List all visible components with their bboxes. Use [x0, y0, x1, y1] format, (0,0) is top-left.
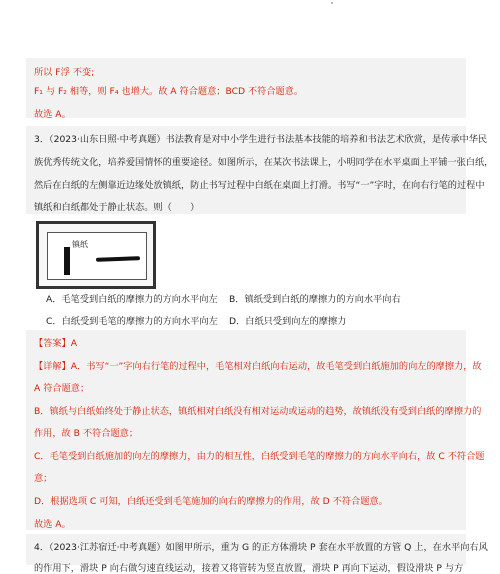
brush-stroke-icon [96, 256, 140, 262]
answer-label: 【答案】A [34, 338, 78, 349]
paperweight-label: 镇纸 [72, 240, 88, 249]
detail-line-4: 作用，故 B 不符合题意； [34, 428, 139, 439]
detail-line-2: A 符合题意； [34, 383, 90, 394]
q3-line-3: 然后在白纸的左侧靠近边缘处放镇纸，防止书写过程中白纸在桌面上打滑。书写“一”字时，在向右行笔的过程中 [34, 180, 485, 191]
detail-line-6: 意； [34, 473, 53, 484]
q4-line-1: 4．（2023·江苏宿迁·中考真题）如图甲所示，重为 G 的正方体滑块 P 套在水平放置的方管 Q 上，在水平向右风 [34, 542, 488, 553]
q3-line-1: 3．（2023·山东日照·中考真题）书法教育是对中小学生进行书法基本技能的培养和书法艺术欣赏，是传承中华民 [34, 134, 488, 145]
q4-line-2: 的作用下，滑块 P 向右做匀速直线运动，接着又将管转为竖直放置，滑块 P 再向下运动，假设滑块 P 与方 [34, 563, 464, 574]
detail-line-7: D．根据选项 C 可知，白纸还受到毛笔施加的向右的摩擦力的作用，故 D 不符合题意。 [34, 496, 388, 507]
option-c: C．白纸受到毛笔的摩擦力的方向水平向左 [46, 316, 218, 327]
calligraphy-figure [36, 221, 156, 289]
prev-answer-line-1: 所以 F浮 不变; [34, 67, 95, 78]
paper-area [47, 232, 147, 280]
scan-dot [331, 2, 333, 4]
q3-line-4: 镇纸和白纸都处于静止状态。则（ ） [34, 202, 200, 213]
option-b: B．镇纸受到白纸的摩擦力的方向水平向右 [229, 294, 401, 305]
paperweight-icon [64, 247, 70, 275]
detail-line-3: B．镇纸与白纸始终处于静止状态，镇纸相对白纸没有相对运动或运动的趋势，故镇纸没有受到白纸的摩擦力的 [34, 406, 482, 417]
option-a: A．毛笔受到白纸的摩擦力的方向水平向左 [46, 294, 218, 305]
q3-line-2: 族优秀传统文化，培养爱国情怀的重要途径。如图所示，在某次书法课上，小明同学在水平桌面上平铺一张白纸， [34, 157, 494, 168]
detail-line-8: 故选 A。 [34, 519, 71, 530]
detail-line-1: 【详解】A．书写“一”字向右行笔的过程中，毛笔相对白纸向右运动，故毛笔受到白纸施加的向左的摩擦力，故 [34, 361, 482, 372]
detail-line-5: C．毛笔受到白纸施加的向左的摩擦力，由力的相互性，白纸受到毛笔的摩擦力的方向水平向右，故 C 不符合题 [34, 451, 485, 462]
prev-answer-line-3: 故选 A。 [34, 109, 71, 120]
prev-answer-line-2: F₁ 与 F₂ 相等，则 F₄ 也增大。故 A 符合题意；BCD 不符合题意。 [34, 86, 304, 97]
option-d: D．白纸只受到向左的摩擦力 [229, 316, 347, 327]
